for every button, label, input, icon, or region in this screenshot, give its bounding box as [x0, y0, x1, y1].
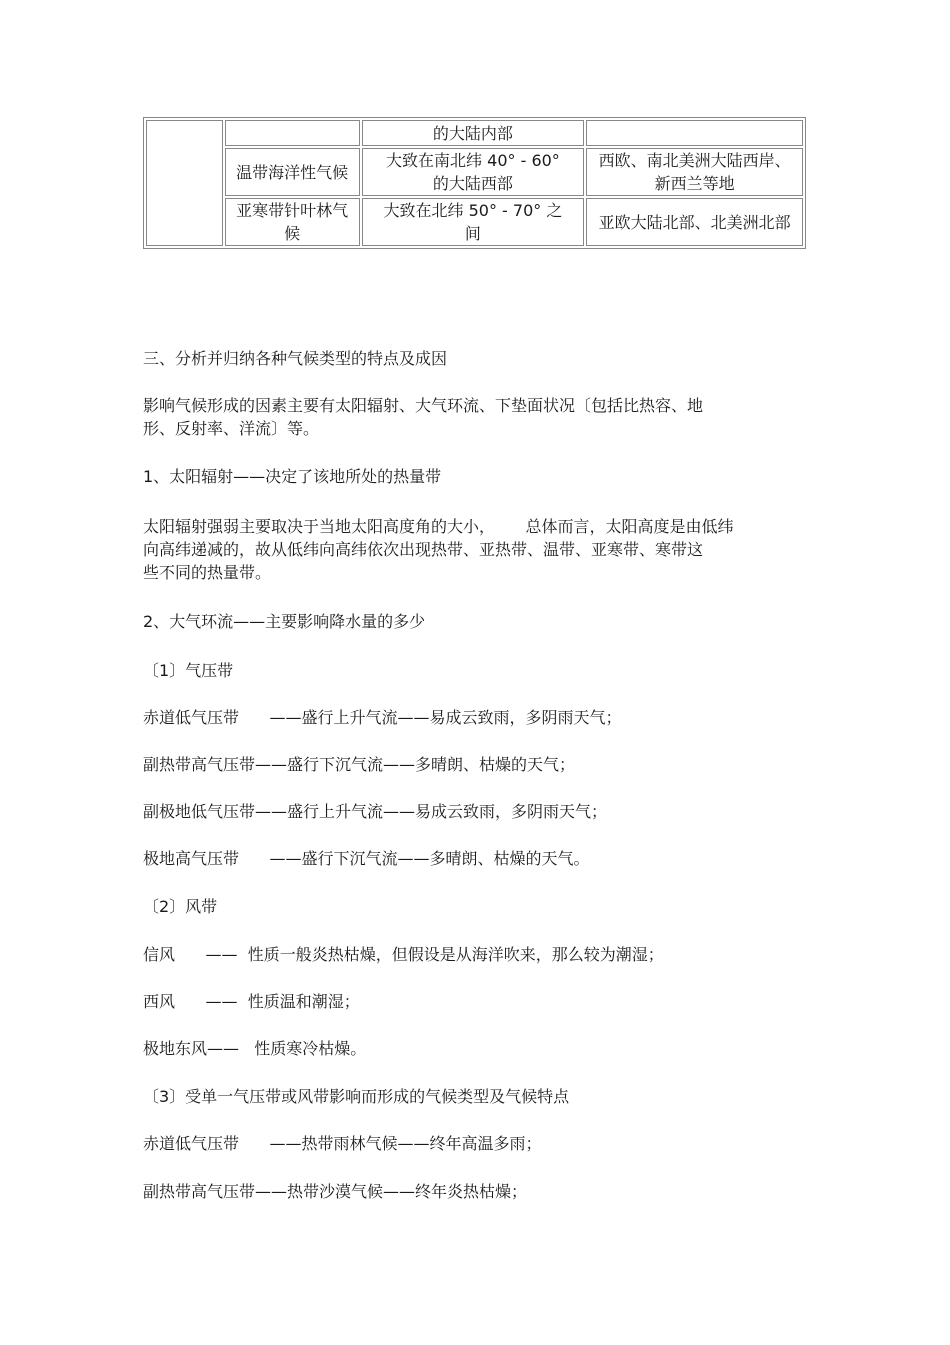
- subheading-solar-radiation: 1、太阳辐射——决定了该地所处的热量带: [143, 467, 442, 486]
- table-row: [146, 198, 803, 246]
- table-cell: [225, 120, 360, 146]
- subheading-atmospheric-circulation: 2、大气环流——主要影响降水量的多少: [143, 612, 426, 631]
- table-cell: 亚寒带针叶林气 候: [225, 198, 360, 246]
- table-row: [146, 148, 803, 196]
- paragraph-solar-radiation: 太阳辐射强弱主要取决于当地太阳高度角的大小， 总体而言，太阳高度是由低纬 向高纬递减的，故从低纬向高纬依次出现热带、亚热带、温带、亚寒带、寒带这 些不同的热量带。: [143, 517, 734, 582]
- climate-table: [143, 117, 806, 249]
- subheading-wind-belts: 〔2〕风带: [143, 897, 218, 916]
- list-item: 信风 —— 性质一般炎热枯燥，但假设是从海洋吹来，那么较为潮湿；: [143, 945, 664, 964]
- list-item: 西风 —— 性质温和潮湿；: [143, 992, 360, 1011]
- paragraph-factors: 影响气候形成的因素主要有太阳辐射、大气环流、下垫面状况〔包括比热容、地 形、反射率、洋流〕等。: [143, 396, 704, 438]
- list-item: 副热带高气压带——热带沙漠气候——终年炎热枯燥；: [143, 1182, 528, 1201]
- list-item: 赤道低气压带 ——盛行上升气流——易成云致雨，多阴雨天气；: [143, 708, 622, 727]
- subheading-climate-types: 〔3〕受单一气压带或风带影响而形成的气候类型及气候特点: [143, 1087, 570, 1106]
- table-cell: 西欧、南北美洲大陆西岸、 新西兰等地: [586, 148, 803, 196]
- table-cell: 亚欧大陆北部、北美洲北部: [586, 198, 803, 246]
- list-item: 赤道低气压带 ——热带雨林气候——终年高温多雨；: [143, 1134, 542, 1153]
- list-item: 副热带高气压带——盛行下沉气流——多晴朗、枯燥的天气；: [143, 755, 576, 774]
- table-cell: [146, 120, 223, 246]
- list-item: 极地东风—— 性质寒冷枯燥。: [143, 1039, 367, 1058]
- section-heading: 三、分析并归纳各种气候类型的特点及成因: [143, 349, 448, 368]
- subheading-pressure-belts: 〔1〕气压带: [143, 661, 234, 680]
- table-cell: 大致在南北纬 40° - 60° 的大陆西部: [362, 148, 585, 196]
- list-item: 极地高气压带 ——盛行下沉气流——多晴朗、枯燥的天气。: [143, 849, 590, 868]
- table-cell: [586, 120, 803, 146]
- table-row: [146, 120, 803, 146]
- list-item: 副极地低气压带——盛行上升气流——易成云致雨，多阴雨天气；: [143, 802, 608, 821]
- table-cell: 温带海洋性气候: [225, 148, 360, 196]
- table-cell: 大致在北纬 50° - 70° 之 间: [362, 198, 585, 246]
- table-cell: 的大陆内部: [362, 120, 585, 146]
